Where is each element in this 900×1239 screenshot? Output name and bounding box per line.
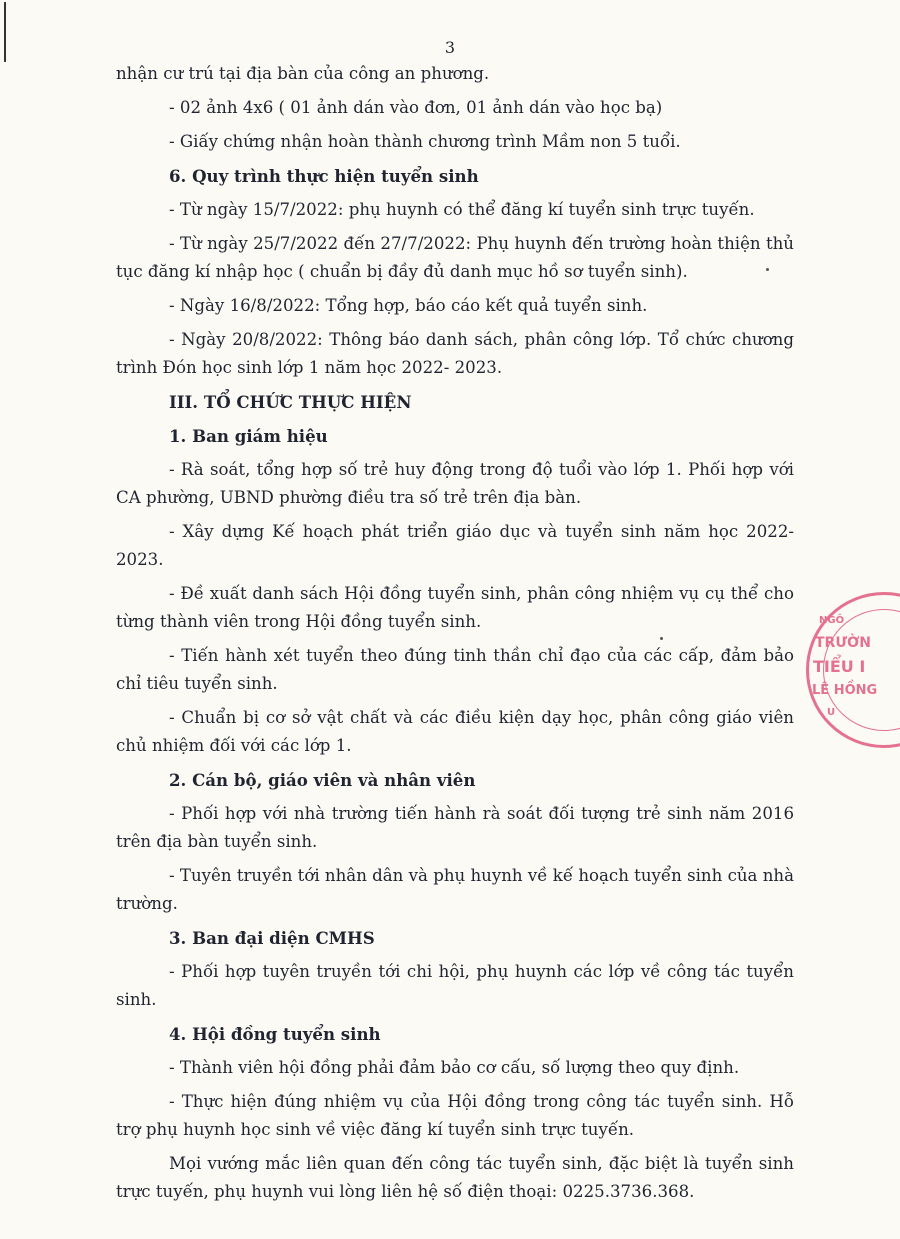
school-seal-stamp	[806, 592, 900, 748]
paragraph: - Thành viên hội đồng phải đảm bảo cơ cấu, số lượng theo quy định.	[169, 1058, 740, 1077]
paragraph: - Đề xuất danh sách Hội đồng tuyển sinh, phân công nhiệm vụ cụ thể cho từng thành viên trong Hội đồng tuyển sinh.	[116, 584, 794, 631]
page-number: 3	[444, 38, 456, 57]
section-heading: 1. Ban giám hiệu	[169, 426, 328, 446]
paragraph: - Rà soát, tổng hợp số trẻ huy động trong độ tuổi vào lớp 1. Phối hợp với CA phường, UBND phường điều tra số trẻ trên địa bàn.	[116, 460, 794, 507]
paragraph: - Từ ngày 15/7/2022: phụ huynh có thể đăng kí tuyển sinh trực tuyến.	[169, 200, 755, 219]
paragraph: - Ngày 16/8/2022: Tổng hợp, báo cáo kết quả tuyển sinh.	[169, 296, 648, 315]
seal-text: LÊ HỒNG	[812, 683, 878, 698]
scan-speck	[660, 637, 663, 640]
paragraph: - Phối hợp với nhà trường tiến hành rà soát đối tượng trẻ sinh năm 2016 trên địa bàn tuyển sinh.	[116, 804, 794, 851]
paragraph: - Giấy chứng nhận hoàn thành chương trình Mầm non 5 tuổi.	[169, 132, 681, 151]
document-body	[116, 60, 794, 1212]
paragraph: - Tuyên truyền tới nhân dân và phụ huynh về kế hoạch tuyển sinh của nhà trường.	[116, 866, 794, 913]
paragraph: - Phối hợp tuyên truyền tới chi hội, phụ huynh các lớp về công tác tuyển sinh.	[116, 962, 794, 1009]
section-heading: 6. Quy trình thực hiện tuyển sinh	[169, 166, 479, 186]
paragraph: nhận cư trú tại địa bàn của công an phương.	[116, 64, 490, 83]
paragraph: - Từ ngày 25/7/2022 đến 27/7/2022: Phụ huynh đến trường hoàn thiện thủ tục đăng kí nhập học ( chuẩn bị đầy đủ danh mục hồ sơ tuyển sinh).	[116, 234, 794, 281]
section-heading: 2. Cán bộ, giáo viên và nhân viên	[169, 770, 476, 790]
section-heading: 3. Ban đại diện CMHS	[169, 928, 375, 948]
seal-text: NGÔ	[819, 615, 845, 626]
paragraph: - 02 ảnh 4x6 ( 01 ảnh dán vào đơn, 01 ảnh dán vào học bạ)	[169, 98, 663, 117]
paragraph: - Xây dựng Kế hoạch phát triển giáo dục và tuyển sinh năm học 2022-2023.	[116, 522, 794, 569]
section-heading: 4. Hội đồng tuyển sinh	[169, 1024, 381, 1044]
paragraph: - Chuẩn bị cơ sở vật chất và các điều kiện dạy học, phân công giáo viên chủ nhiệm đối với các lớp 1.	[116, 708, 794, 755]
paragraph: - Thực hiện đúng nhiệm vụ của Hội đồng trong công tác tuyển sinh. Hỗ trợ phụ huynh học sinh về việc đăng kí tuyển sinh trực tuyến.	[116, 1092, 794, 1139]
scan-edge-mark	[4, 2, 6, 62]
paragraph: Mọi vướng mắc liên quan đến công tác tuyển sinh, đặc biệt là tuyển sinh trực tuyến, phụ huynh vui lòng liên hệ số điện thoại: 0225.3736.368.	[116, 1154, 794, 1201]
seal-text: U	[827, 707, 836, 718]
scan-speck	[766, 268, 769, 271]
seal-text: TIỂU I	[813, 657, 866, 676]
paragraph: - Tiến hành xét tuyển theo đúng tinh thần chỉ đạo của các cấp, đảm bảo chỉ tiêu tuyển sinh.	[116, 646, 794, 693]
seal-text: TRƯỜN	[815, 635, 871, 651]
section-heading: III. TỔ CHỨC THỰC HIỆN	[169, 392, 412, 412]
paragraph: - Ngày 20/8/2022: Thông báo danh sách, phân công lớp. Tổ chức chương trình Đón học sinh lớp 1 năm học 2022- 2023.	[116, 330, 794, 377]
